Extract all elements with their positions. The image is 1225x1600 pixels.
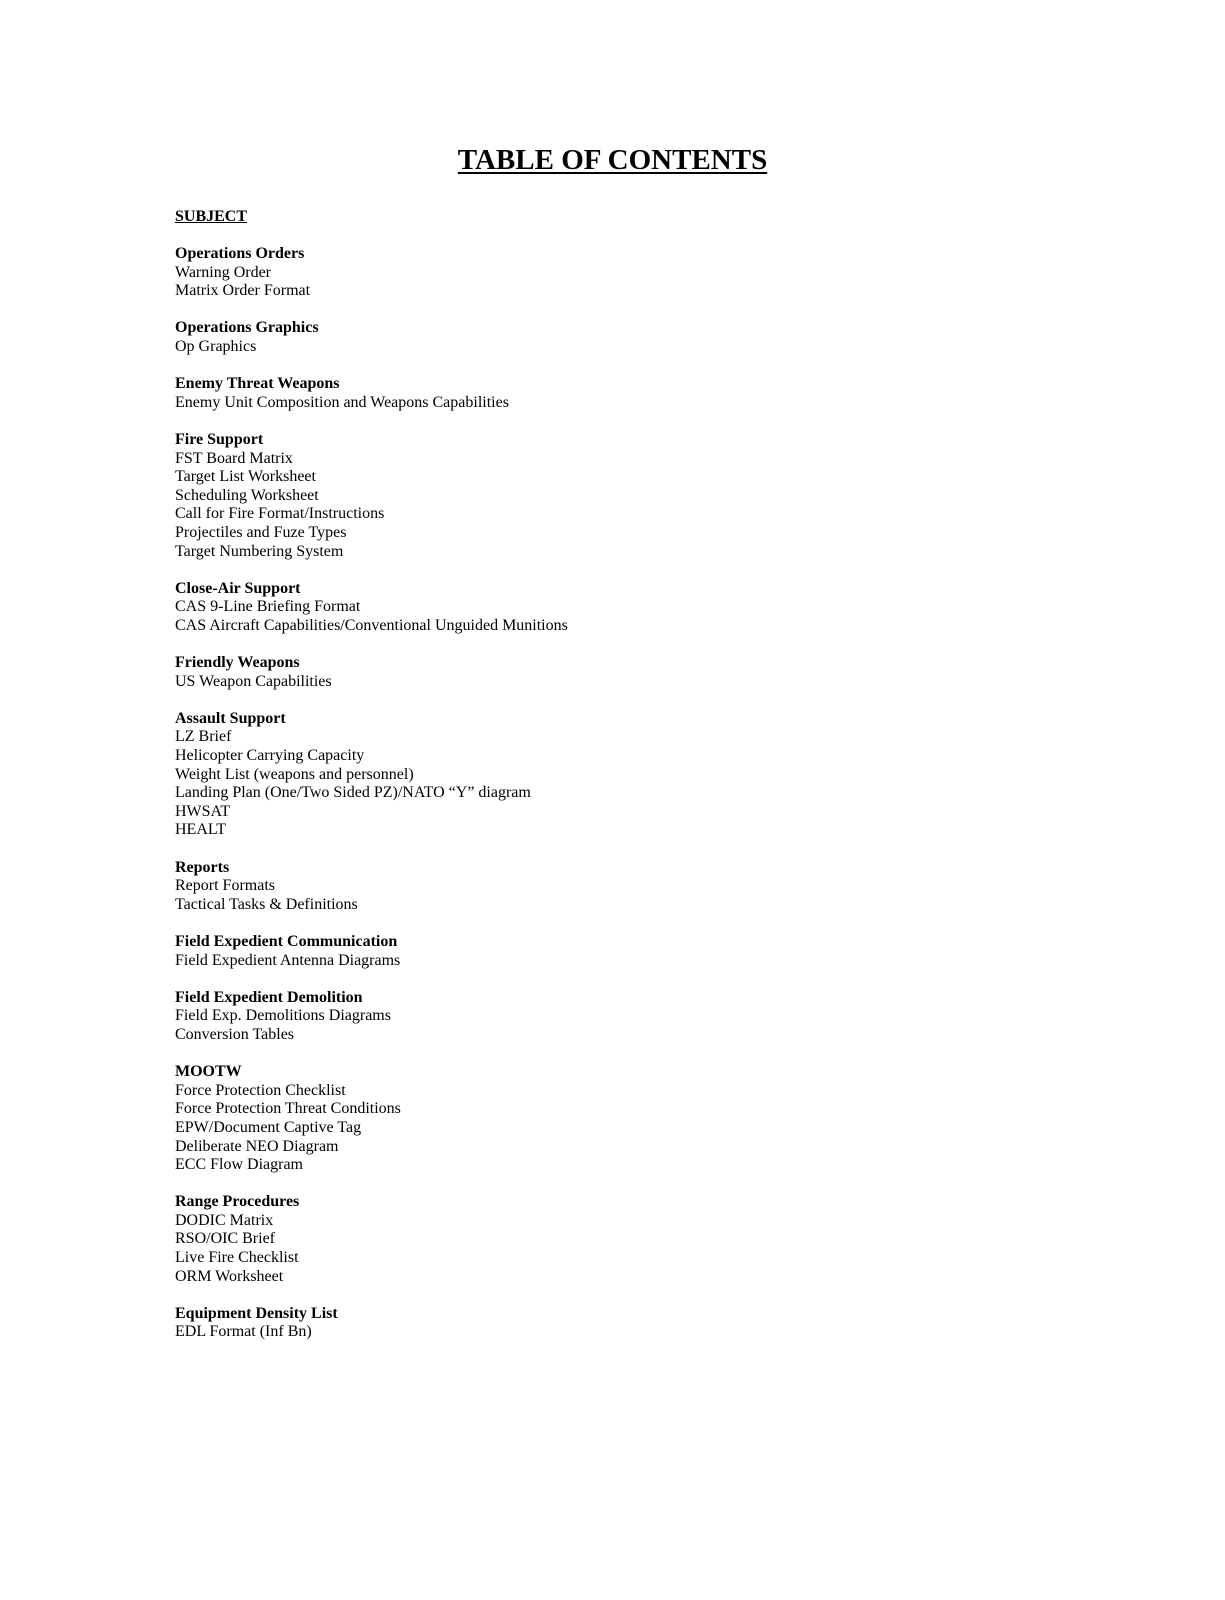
toc-entry: EDL Format (Inf Bn) (175, 1323, 312, 1341)
section-item-list (175, 1323, 568, 1342)
toc-section (175, 245, 568, 301)
section-heading: Range Procedures (175, 1193, 300, 1211)
toc-entry: Target List Worksheet (175, 468, 316, 486)
section-heading: Assault Support (175, 709, 286, 727)
toc-entry: Landing Plan (One/Two Sided PZ)/NATO “Y” diagram (175, 784, 531, 802)
section-item-list (175, 1007, 568, 1044)
toc-section (175, 989, 568, 1045)
toc-entry: Call for Fire Format/Instructions (175, 505, 385, 523)
toc-section (175, 933, 568, 970)
table-of-contents (175, 245, 568, 1361)
toc-entry: US Weapon Capabilities (175, 672, 332, 690)
toc-entry: HEALT (175, 821, 226, 839)
section-item-list (175, 450, 568, 562)
section-heading: Close-Air Support (175, 579, 301, 597)
section-item-list (175, 952, 568, 971)
section-heading: Equipment Density List (175, 1304, 338, 1322)
toc-entry: Tactical Tasks & Definitions (175, 895, 358, 913)
toc-entry: CAS Aircraft Capabilities/Conventional Unguided Munitions (175, 616, 568, 634)
toc-section (175, 1063, 568, 1175)
toc-entry: Matrix Order Format (175, 282, 311, 300)
toc-entry: LZ Brief (175, 728, 232, 746)
toc-section (175, 375, 568, 412)
toc-section (175, 710, 568, 840)
toc-entry: ECC Flow Diagram (175, 1156, 303, 1174)
section-heading: Fire Support (175, 430, 264, 448)
toc-entry: Field Expedient Antenna Diagrams (175, 951, 401, 969)
section-heading: Operations Graphics (175, 319, 319, 337)
toc-section (175, 1305, 568, 1342)
toc-section (175, 319, 568, 356)
section-heading: Reports (175, 858, 230, 876)
section-item-list (175, 598, 568, 635)
toc-entry: FST Board Matrix (175, 449, 293, 467)
toc-entry: Enemy Unit Composition and Weapons Capabilities (175, 393, 509, 411)
toc-section (175, 1193, 568, 1286)
toc-entry: Op Graphics (175, 337, 257, 355)
page-title-text: TABLE OF CONTENTS (457, 144, 768, 176)
subject-label: SUBJECT (175, 208, 248, 225)
toc-entry: Weight List (weapons and personnel) (175, 765, 414, 783)
toc-entry: HWSAT (175, 802, 231, 820)
section-heading: Field Expedient Communication (175, 932, 398, 950)
page-title (0, 142, 1225, 178)
toc-entry: ORM Worksheet (175, 1267, 284, 1285)
section-item-list (175, 1212, 568, 1286)
toc-section (175, 580, 568, 636)
toc-entry: Force Protection Threat Conditions (175, 1100, 401, 1118)
section-item-list (175, 877, 568, 914)
toc-section (175, 654, 568, 691)
section-heading: Operations Orders (175, 245, 305, 262)
toc-entry: EPW/Document Captive Tag (175, 1118, 362, 1136)
section-heading: MOOTW (175, 1063, 242, 1081)
section-item-list (175, 728, 568, 840)
section-item-list (175, 338, 568, 357)
toc-entry: Field Exp. Demolitions Diagrams (175, 1007, 391, 1025)
toc-entry: Helicopter Carrying Capacity (175, 747, 365, 765)
toc-entry: Conversion Tables (175, 1025, 295, 1043)
toc-entry: Target Numbering System (175, 542, 344, 560)
toc-entry: Report Formats (175, 877, 275, 895)
section-heading: Field Expedient Demolition (175, 988, 363, 1006)
section-item-list (175, 1082, 568, 1175)
toc-entry: CAS 9-Line Briefing Format (175, 598, 361, 616)
toc-section (175, 431, 568, 561)
section-heading: Enemy Threat Weapons (175, 375, 340, 393)
section-item-list (175, 394, 568, 413)
toc-entry: Deliberate NEO Diagram (175, 1137, 339, 1155)
toc-entry: Warning Order (175, 263, 272, 281)
section-item-list (175, 264, 568, 301)
toc-entry: DODIC Matrix (175, 1211, 274, 1229)
toc-entry: Projectiles and Fuze Types (175, 523, 347, 541)
section-heading: Friendly Weapons (175, 654, 300, 672)
toc-entry: RSO/OIC Brief (175, 1230, 275, 1248)
section-item-list (175, 673, 568, 692)
toc-section (175, 859, 568, 915)
toc-entry: Scheduling Worksheet (175, 486, 319, 504)
toc-entry: Force Protection Checklist (175, 1081, 346, 1099)
toc-entry: Live Fire Checklist (175, 1249, 299, 1267)
